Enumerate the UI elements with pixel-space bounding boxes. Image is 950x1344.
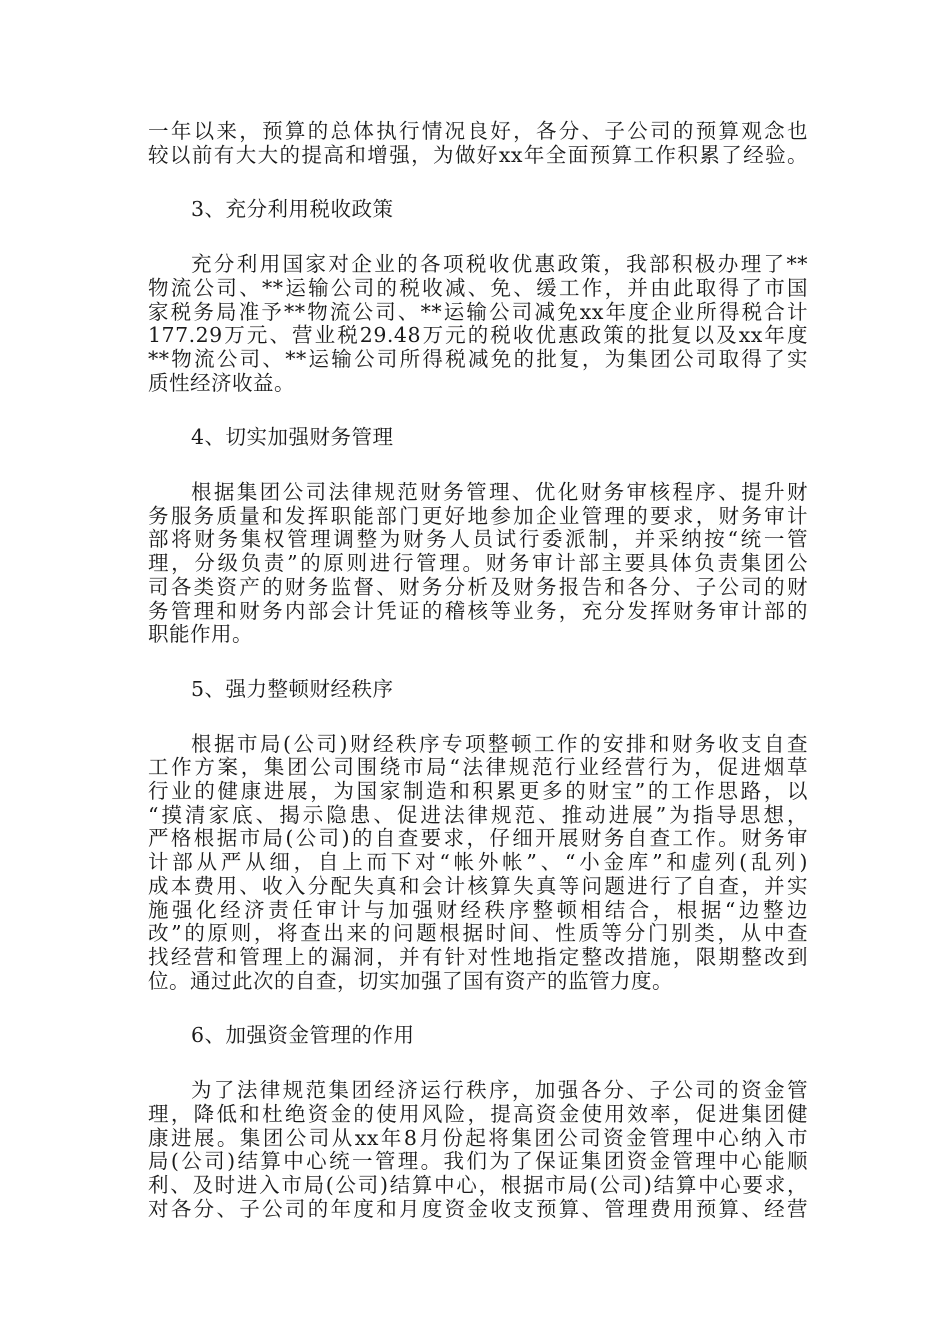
text-line: 充分利用国家对企业的各项税收优惠政策，我部积极办理了** (191, 252, 808, 277)
text-line: 物流公司、**运输公司的税收减、免、缓工作，并由此取得了市国 (148, 275, 808, 300)
text-line: 务服务质量和发挥职能部门更好地参加企业管理的要求，财务审计 (148, 503, 808, 528)
text-line: 计部从严从细，自上而下对“帐外帐”、“小金库”和虚列(乱列) (148, 850, 808, 875)
text-line: “摸清家底、揭示隐患、促进法律规范、推动进展”为指导思想， (148, 802, 808, 827)
text-line: 较以前有大大的提高和增强，为做好xx年全面预算工作积累了经验。 (148, 142, 808, 167)
text-line: 改”的原则，将查出来的问题根据时间、性质等分门别类，从中查 (148, 921, 808, 946)
section-heading-5: 5、强力整顿财经秩序 (191, 676, 394, 701)
paragraph-financial-order (148, 733, 808, 994)
section-heading-6: 6、加强资金管理的作用 (191, 1023, 415, 1048)
text-line: **物流公司、**运输公司所得税减免的批复，为集团公司取得了实 (148, 346, 808, 371)
paragraph-tax-policy (148, 253, 808, 395)
text-line: 对各分、子公司的年度和月度资金收支预算、管理费用预算、经营 (148, 1196, 808, 1221)
text-line: 理，降低和杜绝资金的使用风险，提高资金使用效率，促进集团健 (148, 1101, 808, 1126)
text-line: 成本费用、收入分配失真和会计核算失真等问题进行了自查，并实 (148, 873, 808, 898)
text-line: 根据市局(公司)财经秩序专项整顿工作的安排和财务收支自查 (191, 731, 808, 756)
text-line: 一年以来，预算的总体执行情况良好，各分、子公司的预算观念也 (148, 119, 808, 143)
paragraph-budget-summary (148, 120, 808, 167)
text-line: 根据集团公司法律规范财务管理、优化财务审核程序、提升财 (191, 480, 808, 505)
text-line: 为了法律规范集团经济运行秩序，加强各分、子公司的资金管 (191, 1078, 808, 1103)
text-line: 部将财务集权管理调整为财务人员试行委派制，并采纳按“统一管 (148, 527, 808, 552)
text-line: 177.29万元、营业税29.48万元的税收优惠政策的批复以及xx年度 (148, 323, 808, 348)
text-line: 质性经济收益。 (148, 370, 295, 395)
text-line: 局(公司)结算中心统一管理。我们为了保证集团资金管理中心能顺 (148, 1149, 808, 1174)
text-line: 家税务局准予**物流公司、**运输公司减免xx年度企业所得税合计 (148, 299, 808, 324)
text-line: 找经营和管理上的漏洞，并有针对性地指定整改措施，限期整改到 (148, 944, 808, 969)
paragraph-finance-management (148, 481, 808, 647)
text-line: 行业的健康进展，为国家制造和积累更多的财宝”的工作思路，以 (148, 779, 808, 804)
document-page (148, 120, 808, 1221)
text-line: 司各类资产的财务监督、财务分析及财务报告和各分、子公司的财 (148, 574, 808, 599)
section-heading-4: 4、切实加强财务管理 (191, 425, 394, 450)
section-heading-3: 3、充分利用税收政策 (191, 197, 394, 222)
text-line: 工作方案，集团公司围绕市局“法律规范行业经营行为，促进烟草 (148, 755, 808, 780)
text-line: 康进展。集团公司从xx年8月份起将集团公司资金管理中心纳入市 (148, 1125, 808, 1150)
text-line: 利、及时进入市局(公司)结算中心，根据市局(公司)结算中心要求， (148, 1172, 808, 1197)
text-line: 严格根据市局(公司)的自查要求，仔细开展财务自查工作。财务审 (148, 826, 808, 851)
text-line: 施强化经济责任审计与加强财经秩序整顿相结合，根据“边整边 (148, 897, 808, 922)
paragraph-fund-management (148, 1079, 808, 1221)
text-line: 职能作用。 (148, 622, 253, 647)
text-line: 务管理和财务内部会计凭证的稽核等业务，充分发挥财务审计部的 (148, 598, 808, 623)
text-line: 位。通过此次的自查，切实加强了国有资产的监管力度。 (148, 968, 673, 993)
text-line: 理，分级负责”的原则进行管理。财务审计部主要具体负责集团公 (148, 551, 808, 576)
